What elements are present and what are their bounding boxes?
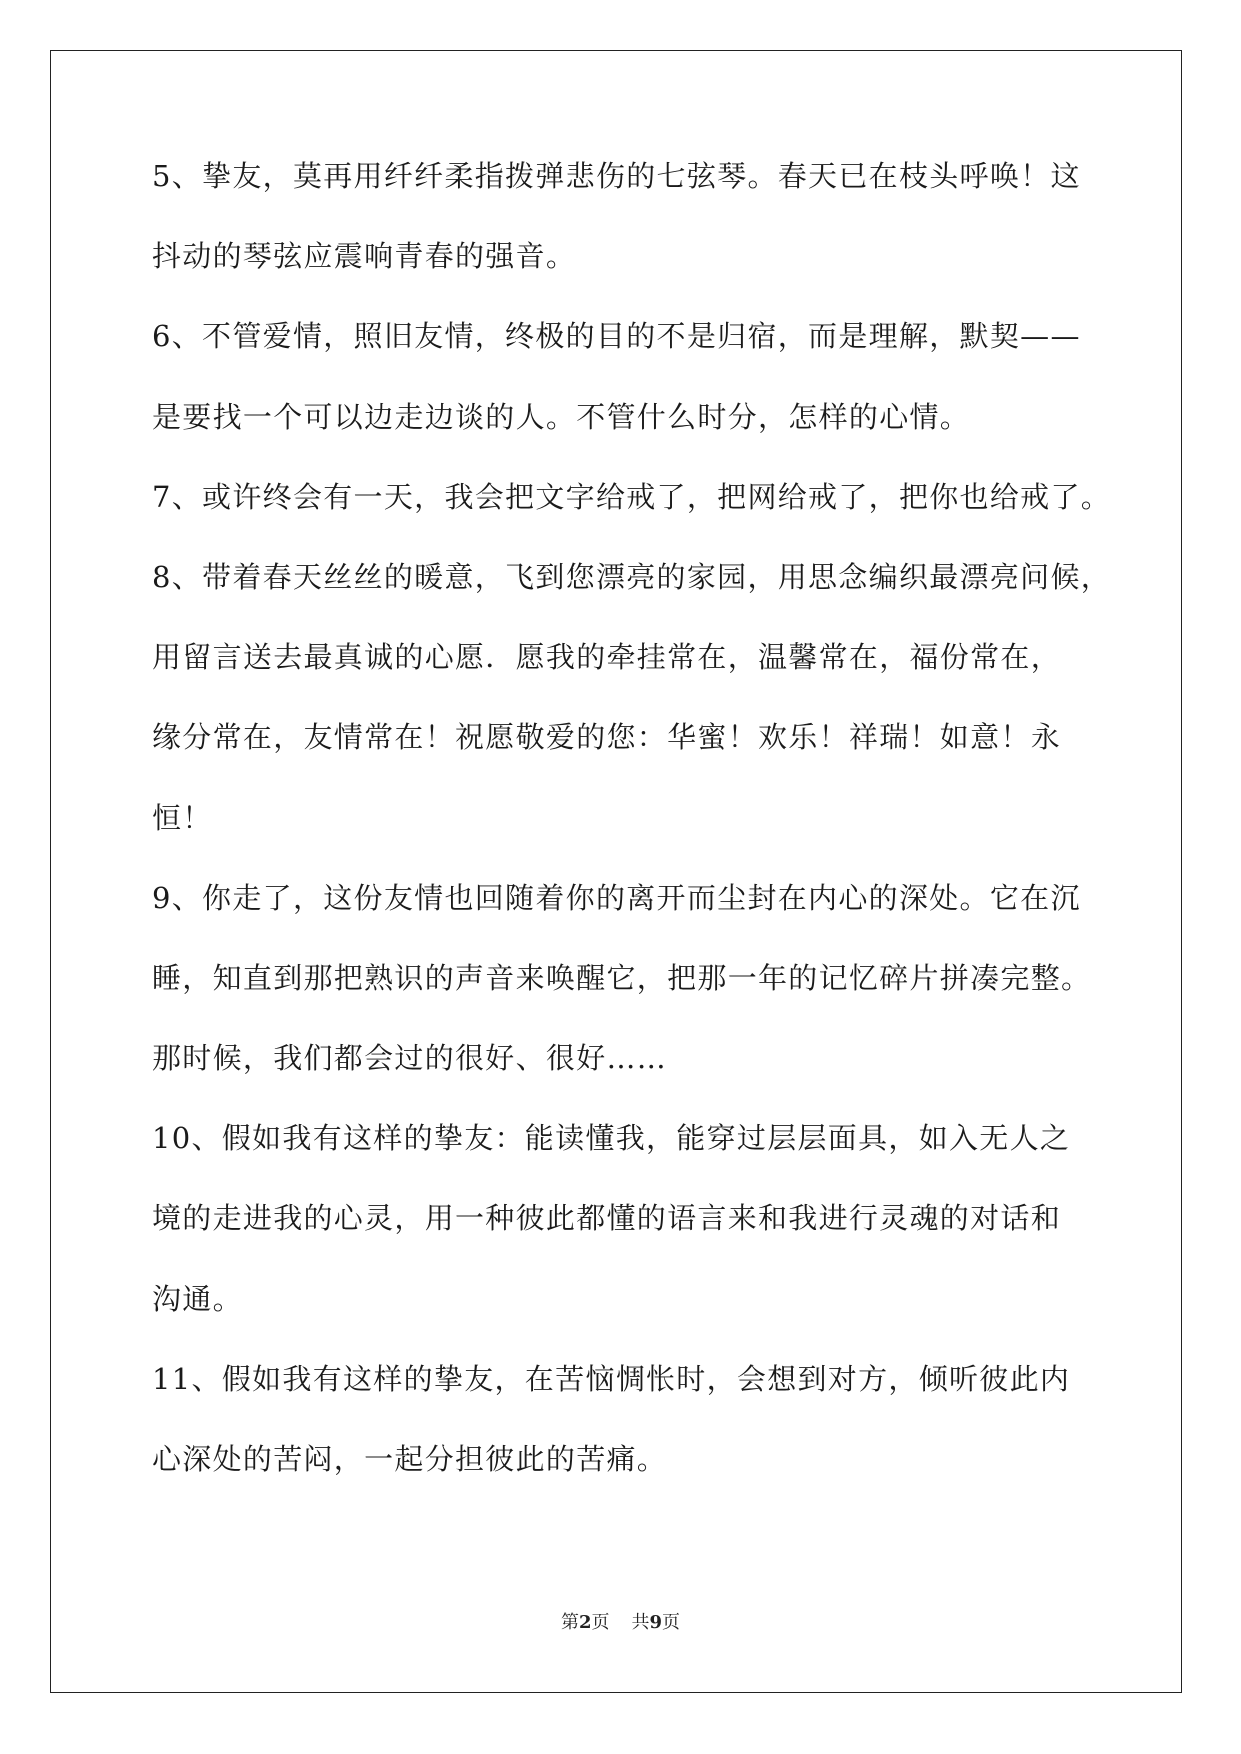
text-line: 用留言送去最真诚的心愿．愿我的牵挂常在，温馨常在，福份常在， bbox=[152, 640, 1062, 675]
text-line: 5、挚友，莫再用纤纤柔指拨弹悲伤的七弦琴。春天已在枝头呼唤！这 bbox=[152, 159, 1081, 193]
text-line: 恒！ bbox=[152, 800, 213, 835]
text-line: 抖动的琴弦应震响青春的强音。 bbox=[152, 239, 577, 274]
text-line: 10、假如我有这样的挚友：能读懂我，能穿过层层面具，如入无人之 bbox=[152, 1121, 1071, 1156]
text-line: 11、假如我有这样的挚友，在苦恼惆怅时，会想到对方，倾听彼此内 bbox=[152, 1361, 1071, 1396]
page-suffix: 页 bbox=[591, 1612, 610, 1633]
total-prefix: 共 bbox=[631, 1612, 650, 1633]
text-line: 8、带着春天丝丝的暖意，飞到您漂亮的家园，用思念编织最漂亮问候， bbox=[152, 559, 1112, 594]
text-line: 境的走进我的心灵，用一种彼此都懂的语言来和我进行灵魂的对话和 bbox=[152, 1201, 1062, 1236]
text-line: 是要找一个可以边走边谈的人。不管什么时分，怎样的心情。 bbox=[152, 399, 971, 434]
page-prefix: 第 bbox=[560, 1612, 579, 1633]
text-line: 那时候，我们都会过的很好、很好…… bbox=[152, 1041, 668, 1076]
total-suffix: 页 bbox=[662, 1612, 681, 1633]
text-line: 心深处的苦闷，一起分担彼此的苦痛。 bbox=[152, 1442, 668, 1476]
text-line: 缘分常在，友情常在！祝愿敬爱的您：华蜜！欢乐！祥瑞！如意！永 bbox=[152, 720, 1062, 755]
text-line: 7、或许终会有一天，我会把文字给戒了，把网给戒了，把你也给戒了。 bbox=[152, 479, 1112, 514]
text-line: 沟通。 bbox=[152, 1281, 243, 1316]
text-line: 9、你走了，这份友情也回随着你的离开而尘封在内心的深处。它在沉 bbox=[152, 880, 1081, 915]
page-footer bbox=[0, 1612, 1241, 1634]
page-number: 2 bbox=[578, 1612, 592, 1633]
text-line: 6、不管爱情，照旧友情，终极的目的不是归宿，而是理解，默契—— bbox=[152, 319, 1081, 354]
total-pages: 9 bbox=[649, 1612, 663, 1633]
document-body bbox=[152, 159, 1112, 1523]
text-line: 睡，知直到那把熟识的声音来唤醒它，把那一年的记忆碎片拼凑完整。 bbox=[152, 960, 1092, 995]
